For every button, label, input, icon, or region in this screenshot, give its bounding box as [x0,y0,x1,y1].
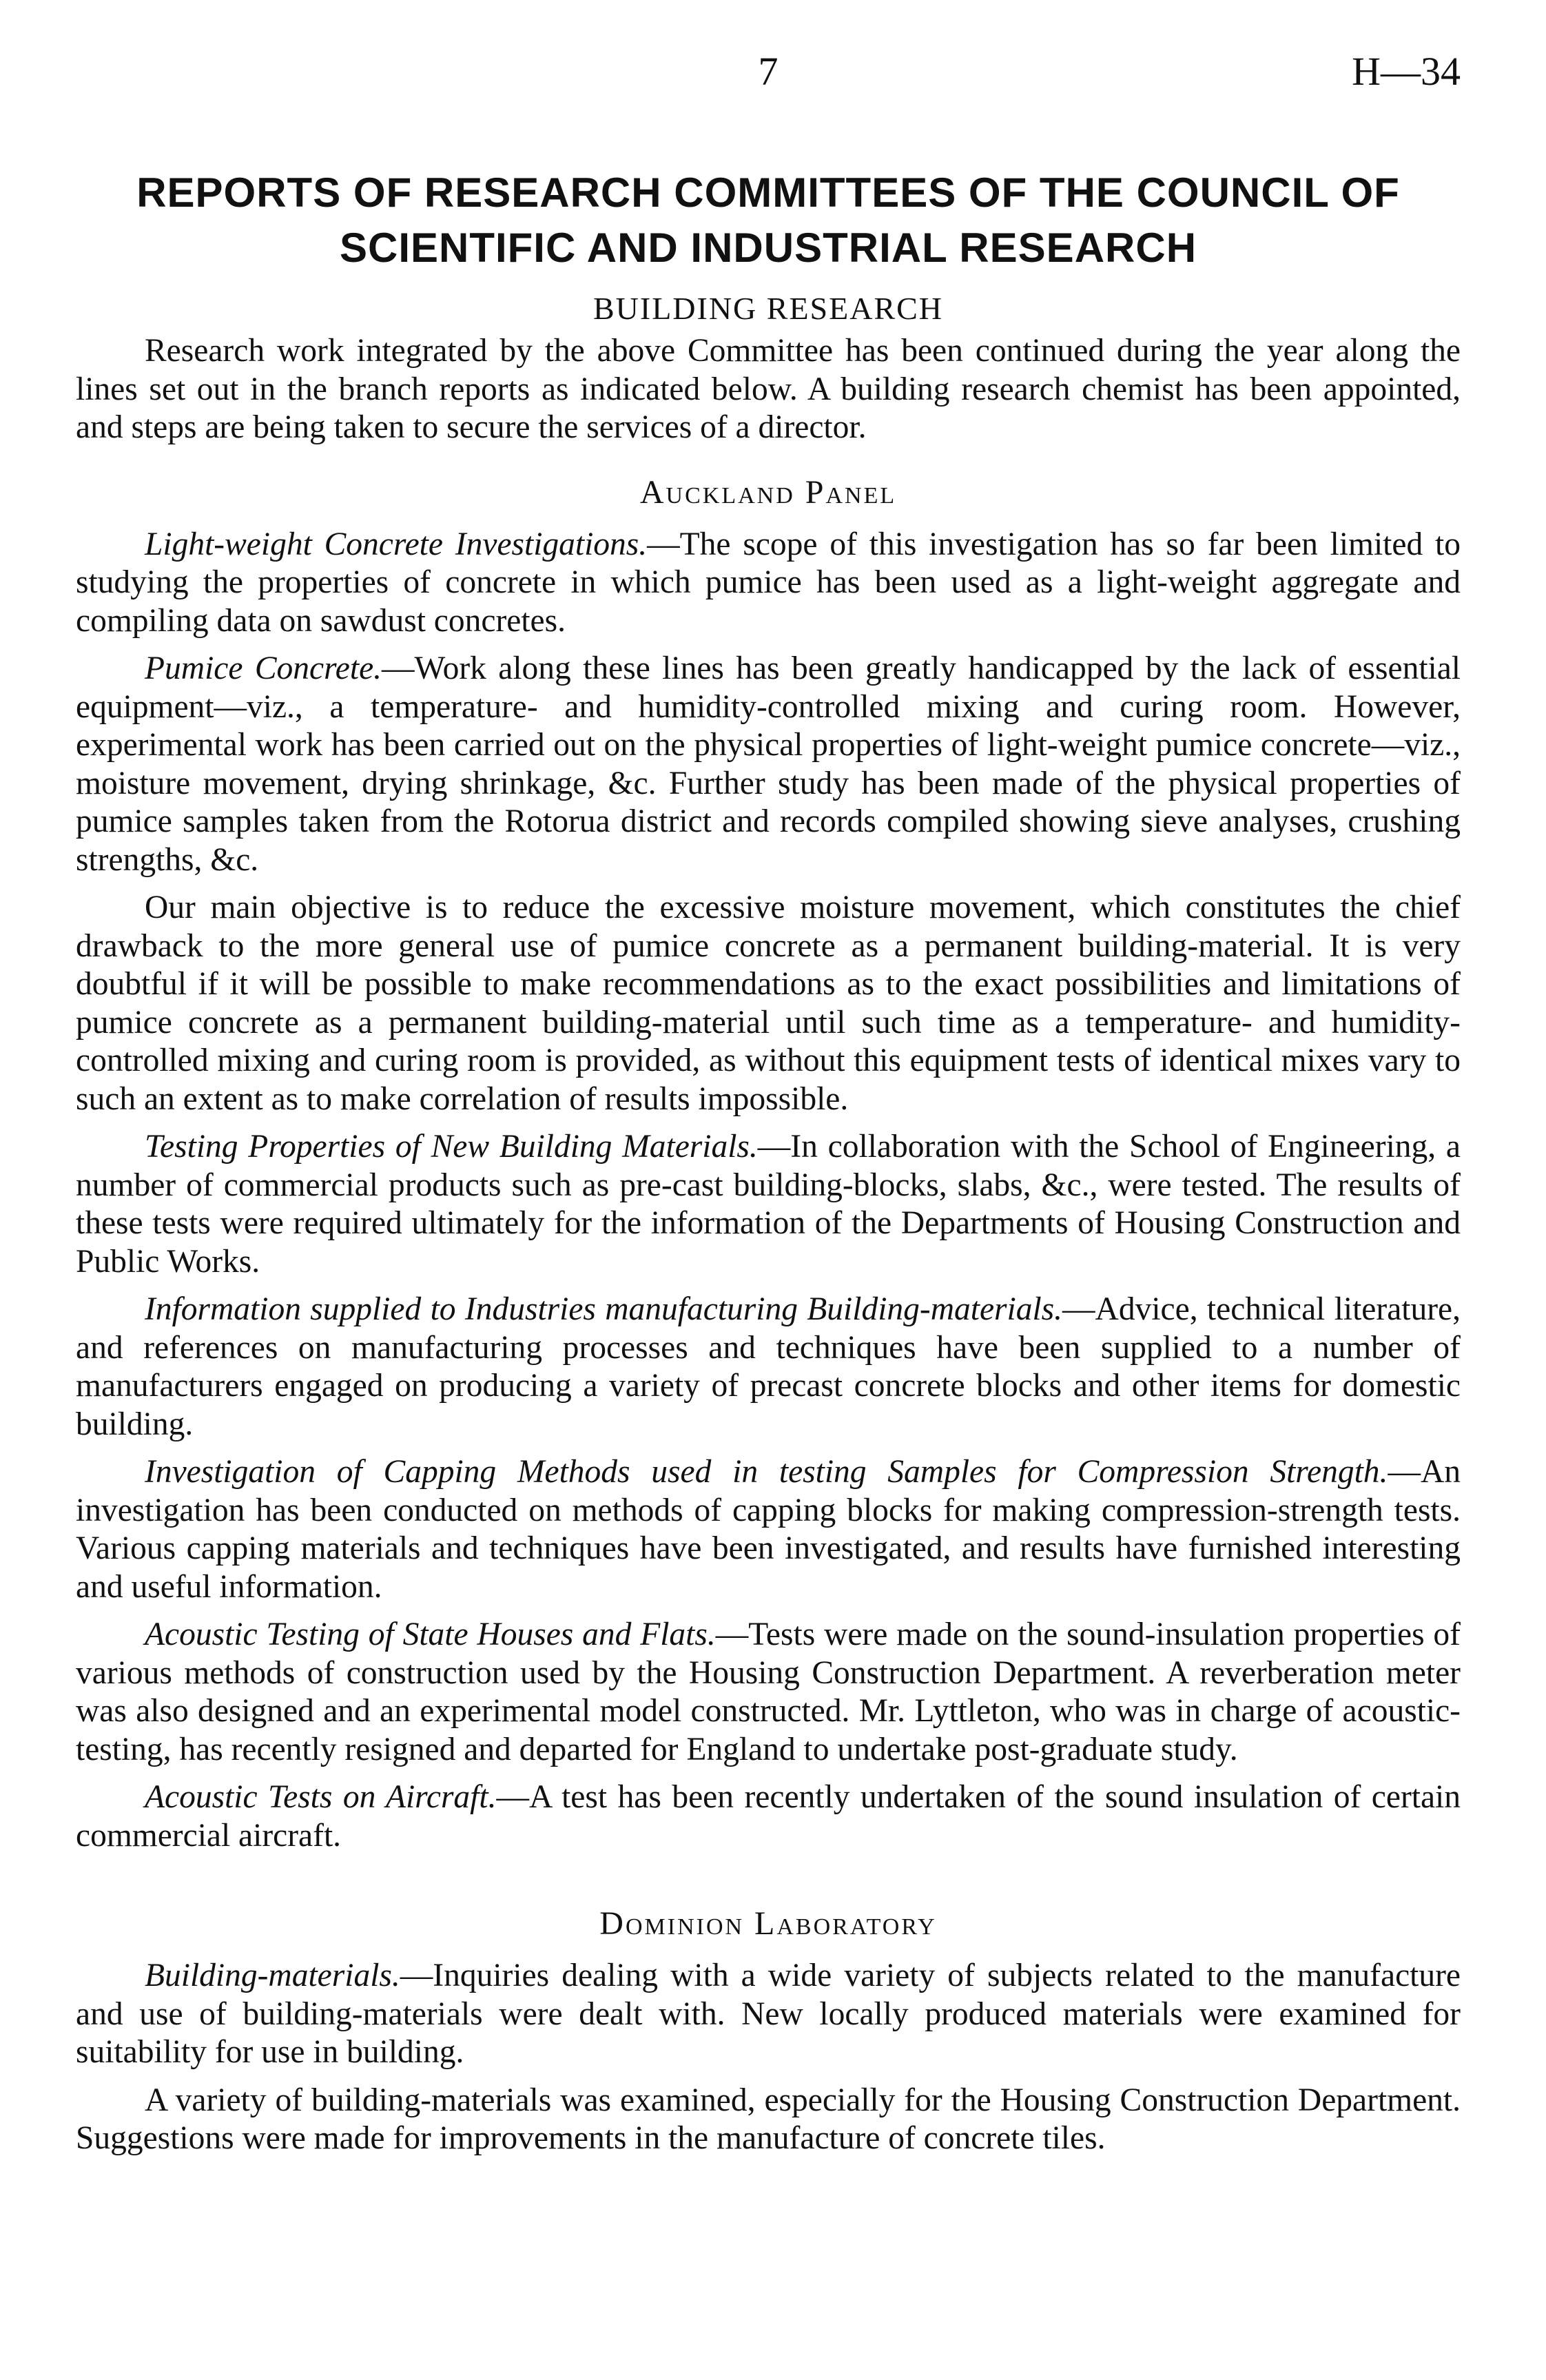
paragraph-information-supplied [76,1291,1461,1444]
report-title-line-2: SCIENTIFIC AND INDUSTRIAL RESEARCH [339,225,1197,271]
building-research-intro: Research work integrated by the above Committee has been continued during the year along the lines set out in the branch reports as indicated below. A building research chemist has been appointed, and steps are being taken to secure the services of a director. [76,333,1461,445]
report-title-line-1: REPORTS OF RESEARCH COMMITTEES OF THE COUNCIL OF [136,170,1400,216]
document-reference: H—34 [1352,49,1461,94]
paragraph-building-materials [76,1957,1461,2072]
report-title [76,165,1461,276]
document-page [76,41,1461,2168]
paragraph-text: —Tests were made on the sound-insulation properties of various methods of construction used by the Housing Construction Department. A reverberation meter was also designed and an experimental model constructed. Mr. Lyttleton, who was in charge of acoustic-testing, has recently resigned and departed for England to undertake post-graduate study. [76,1617,1461,1767]
paragraph-text: —Inquiries dealing with a wide variety of subjects related to the manufacture and use of building-materials were dealt with. New locally produced materials were examined for suitability for use in building. [76,1958,1461,2070]
running-head [76,41,1461,110]
subheading-auckland-panel: Auckland Panel [639,473,897,511]
paragraph-text: —Work along these lines has been greatly handicapped by the lack of essential equipment—viz., a temperature- and humidity-controlled mixing and curing room. However, experimental work has been carried out on the physical properties of light-weight pumice concrete—viz., moisture movement, drying shrinkage, &c. Further study has been made of the physical properties of pumice samples taken from the Rotorua district and records compiled showing sieve analyses, crushing strengths, &c. [76,650,1461,878]
paragraph-main-objective [76,889,1461,1118]
paragraph-text: Our main objective is to reduce the excessive moisture movement, which constitutes the chief drawback to the more general use of pumice concrete as a permanent building-material. It is very doubtful if it will be possible to make recommendations as to the exact possibilities and limitations of pumice concrete as a permanent building-material until such time as a temperature- and humidity-controlled mixing and curing room is provided, as without this equipment tests of identical mixes vary to such an extent as to make correlation of results impossible. [76,890,1461,1117]
paragraph-pumice-concrete [76,650,1461,879]
paragraph-topic: Acoustic Testing of State Houses and Flats. [145,1617,716,1652]
paragraph-capping-methods [76,1453,1461,1606]
paragraph-topic: Acoustic Tests on Aircraft. [145,1779,497,1815]
page-number: 7 [758,49,779,94]
paragraph-topic: Testing Properties of New Building Materials. [145,1129,758,1165]
paragraph-acoustic-aircraft [76,1778,1461,1855]
paragraph-variety-examined [76,2082,1461,2158]
paragraph-text: —In collaboration with the School of Engineering, a number of commercial products such as pre-cast building-blocks, slabs, &c., were tested. The results of these tests were required ultimately for the information of the Departments of Housing Construction and Public Works. [76,1129,1461,1280]
paragraph-text: —A test has been recently undertaken of the sound insulation of certain commercial aircraft. [76,1779,1461,1854]
paragraph-light-weight-concrete [76,526,1461,641]
paragraph-topic: Pumice Concrete. [145,650,382,686]
paragraph-testing-properties [76,1128,1461,1281]
paragraph-text: A variety of building-materials was examined, especially for the Housing Construction Department. Suggestions were made for improvements in the manufacture of concrete tiles. [76,2082,1461,2156]
subheading-dominion-laboratory: Dominion Laboratory [599,1905,937,1942]
section-heading-building-research: BUILDING RESEARCH [592,291,944,326]
paragraph-topic: Building-materials. [145,1958,400,1993]
paragraph-text: —The scope of this investigation has so far been limited to studying the properties of concrete in which pumice has been used as a light-weight aggregate and compiling data on sawdust concretes. [76,526,1461,639]
paragraph-topic: Light-weight Concrete Investigations. [145,526,648,562]
paragraph-topic: Information supplied to Industries manufacturing Building-materials. [145,1291,1063,1327]
paragraph-text: —An investigation has been conducted on methods of capping blocks for making compression-strength tests. Various capping materials and techniques have been investigated, and results have furnished interesting and useful information. [76,1454,1461,1605]
paragraph-text: —Advice, technical literature, and references on manufacturing processes and techniques have been supplied to a number of manufacturers engaged on producing a variety of precast concrete blocks and other items for domestic building. [76,1291,1461,1442]
paragraph-acoustic-state-houses [76,1616,1461,1769]
paragraph-topic: Investigation of Capping Methods used in testing Samples for Compression Strength. [145,1454,1388,1490]
